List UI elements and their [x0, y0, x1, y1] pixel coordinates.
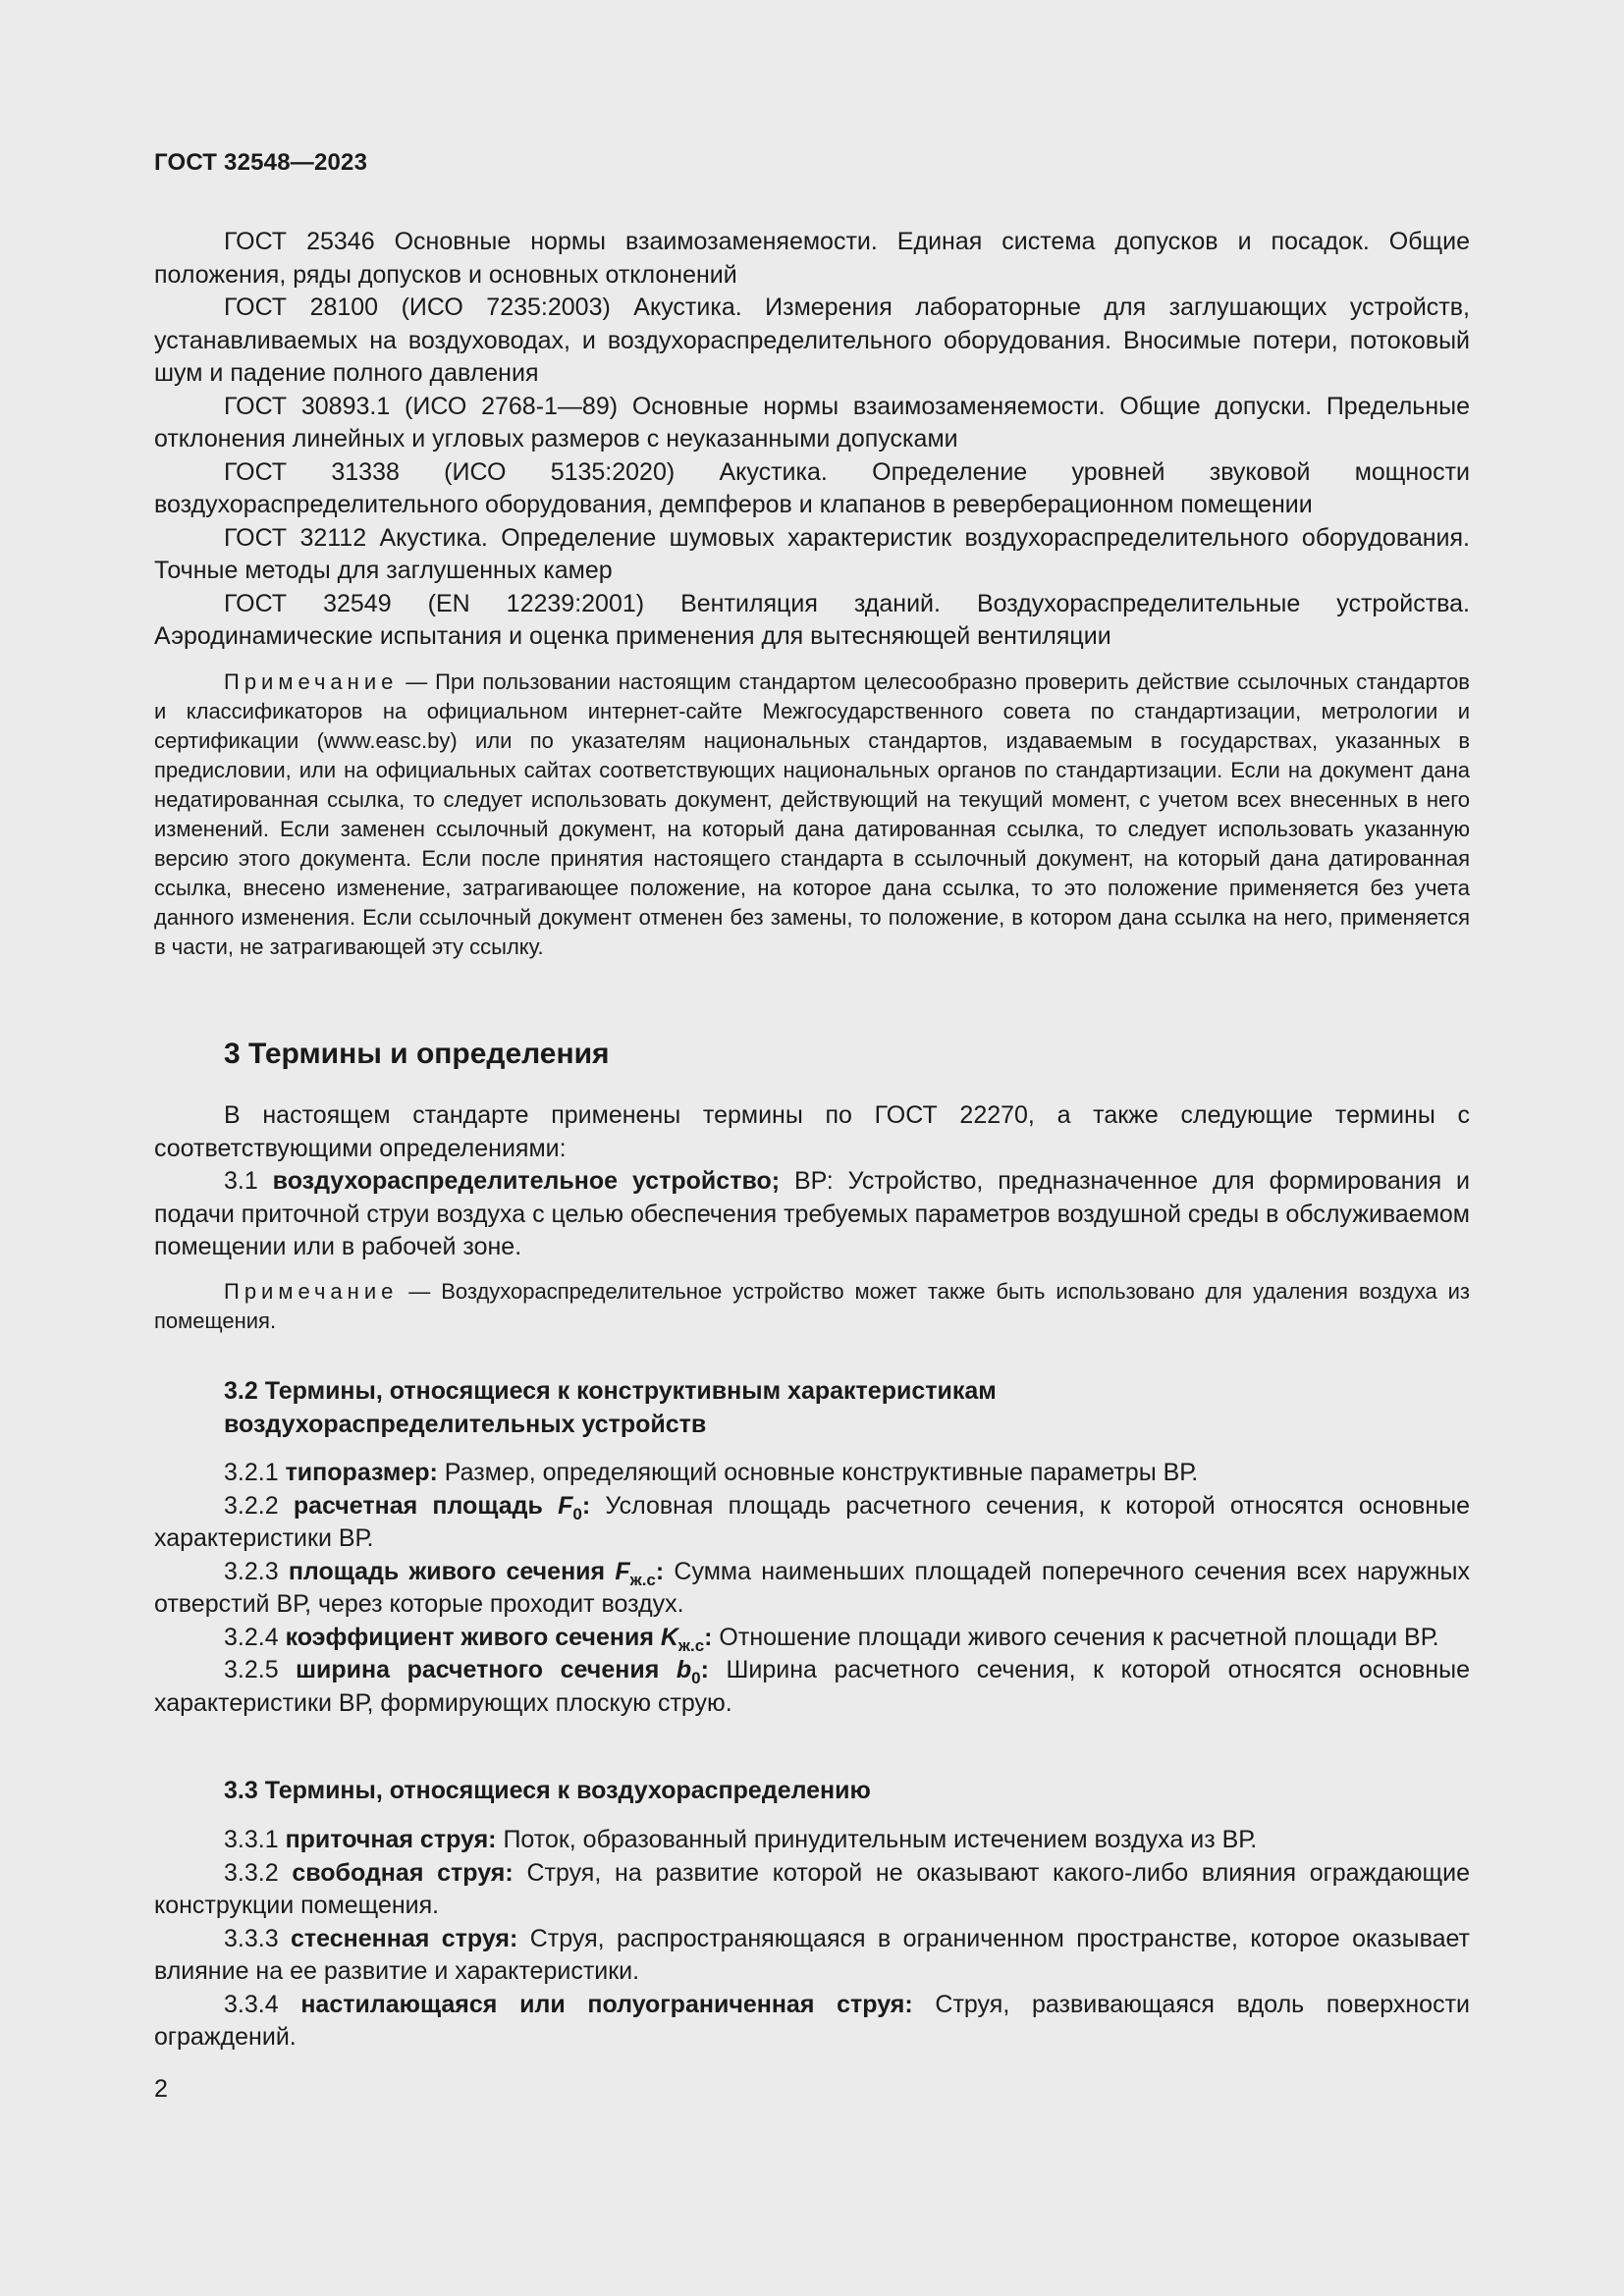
term-name: площадь живого сечения — [288, 1557, 616, 1585]
term-3-2-1: 3.2.1 типоразмер: Размер, определяющий основные конструктивные параметры ВР. — [224, 1459, 1199, 1486]
term-3-3-4: 3.3.4 настилающаяся или полуограниченная струя: Струя, развивающаяся вдоль поверхности ограждений. — [154, 1990, 1470, 2051]
term-definition: Условная площадь расчетного сечения, к которой относятся основные характеристики ВР. — [154, 1491, 1470, 1552]
section-heading: 3 Термины и определения — [224, 1038, 610, 1070]
terms-list-3-2 — [154, 1457, 1470, 1720]
term-3-2-3: 3.2.3 площадь живого сечения $F_{ж.с}$: Сумма наименьших площадей поперечного сечения всех наружных отверстий ВР, через которые проходит воздух. — [154, 1557, 1470, 1618]
term-definition: Сумма наименьших площадей поперечного сечения всех наружных отверстий ВР, через которые проходит воздух. — [154, 1557, 1470, 1618]
normative-references-list — [154, 226, 1470, 654]
term-name: приточная струя: — [285, 1826, 497, 1853]
page-number: 2 — [154, 2075, 168, 2103]
reference-item: ГОСТ 30893.1 (ИСО 2768-1—89) Основные нормы взаимозаменяемости. Общие допуски. Предельные отклонения линейных и угловых размеров с неуказанными допусками — [154, 392, 1470, 453]
term-name: стесненная струя: — [291, 1924, 518, 1952]
term-name: настилающаяся или полуограниченная струя: — [300, 1990, 913, 2018]
term-name: типоразмер: — [285, 1459, 438, 1486]
reference-item: ГОСТ 31338 (ИСО 5135:2020) Акустика. Определение уровней звуковой мощности воздухораспределительного оборудования, демпферов и клапанов в реверберационном помещении — [154, 457, 1470, 518]
term-definition: Струя, на развитие которой не оказывают какого-либо влияния ограждающие конструкции помещения. — [154, 1858, 1470, 1919]
term-3-3-2: 3.3.2 свободная струя: Струя, на развитие которой не оказывают какого-либо влияния ограждающие конструкции помещения. — [154, 1858, 1470, 1919]
term-3-1: 3.1 воздухораспределительное устройство; ВР: Устройство, предназначенное для формирования и подачи приточной струи воздуха с целью обеспечения требуемых параметров воздушной среды в обслуживаемом помещении или в рабочей зоне. — [154, 1167, 1470, 1260]
term-definition: ВР: Устройство, предназначенное для формирования и подачи приточной струи воздуха с целью обеспечения требуемых параметров воздушной среды в обслуживаемом помещении или в рабочей зоне. — [154, 1167, 1470, 1260]
term-name: ширина расчетного сечения — [296, 1656, 677, 1683]
reference-item: ГОСТ 28100 (ИСО 7235:2003) Акустика. Измерения лабораторные для заглушающих устройств, устанавливаемых на воздуховодах, и воздухораспределительного оборудования. Вносимые потери, потоковый шум и падение полного давления — [154, 294, 1470, 387]
term-definition: Струя, распространяющаяся в ограниченном пространстве, которое оказывает влияние на ее развитие и характеристики. — [154, 1924, 1470, 1985]
subsection-heading-3-3: 3.3 Термины, относящиеся к воздухораспределению — [224, 1777, 871, 1804]
term-3-2-2: 3.2.2 расчетная площадь $F_0$: Условная площадь расчетного сечения, к которой относятся основные характеристики ВР. — [154, 1491, 1470, 1552]
terms-list-3-3 — [154, 1824, 1470, 2055]
term-definition: Струя, развивающаяся вдоль поверхности ограждений. — [154, 1990, 1470, 2051]
term-definition: Ширина расчетного сечения, к которой относятся основные характеристики ВР, формирующих плоскую струю. — [154, 1656, 1470, 1717]
note-text: — Воздухораспределительное устройство может также быть использовано для удаления воздуха из помещения. — [154, 1279, 1470, 1333]
references-note — [154, 667, 1470, 962]
note-text: — При пользовании настоящим стандартом целесообразно проверить действие ссылочных стандартов и классификаторов на официальном интернет-сайте Межгосударственного совета по стандартизации, метрологии и сертификации (www.easc.by) или по указателям национальных стандартов, издаваемым в государствах, указанных в предисловии, или на официальных сайтах соответствующих национальных органов по стандартизации. Если на документ дана недатированная ссылка, то следует использовать документ, действующий на текущий момент, с учетом всех внесенных в него изменений. Если заменен ссылочный документ, на который дана датированная ссылка, то следует использовать указанную версию этого документа. Если после принятия настоящего стандарта в ссылочный документ, на который дана датированная ссылка, внесено изменение, затрагивающее положение, на которое дана ссылка, то это положение применяется без учета данного изменения. Если ссылочный документ отменен без замены, то положение, в котором дана ссылка на него, применяется в части, не затрагивающей эту ссылку. — [154, 669, 1470, 959]
note-label: Примечание — [224, 1279, 399, 1304]
term-definition: Отношение площади живого сечения к расчетной площади ВР. — [712, 1623, 1439, 1651]
term-name: воздухораспределительное устройство; — [272, 1167, 781, 1195]
document-header: ГОСТ 32548—2023 — [154, 149, 368, 176]
term-3-3-1: 3.3.1 приточная струя: Поток, образованный принудительным истечением воздуха из ВР. — [224, 1826, 1258, 1853]
term-name: расчетная площадь — [293, 1491, 559, 1520]
term-name: свободная струя: — [292, 1858, 514, 1887]
term-symbol: F — [615, 1557, 630, 1585]
term-3-2-4: 3.2.4 коэффициент живого сечения $K_{ж.с}$: Отношение площади живого сечения к расчетной площади ВР. — [224, 1623, 1439, 1655]
subsection-heading-3-2: 3.2 Термины, относящиеся к конструктивным характеристикам воздухораспределительных устройств — [224, 1377, 997, 1438]
note-label: Примечание — [224, 669, 399, 694]
term-3-2-5: 3.2.5 ширина расчетного сечения $b_0$: Ширина расчетного сечения, к которой относятся основные характеристики ВР, формирующих плоскую струю. — [154, 1656, 1470, 1717]
section-intro — [154, 1099, 1470, 1264]
reference-item: ГОСТ 25346 Основные нормы взаимозаменяемости. Единая система допусков и посадок. Общие положения, ряды допусков и основных отклонений — [154, 228, 1470, 289]
intro-paragraph: В настоящем стандарте применены термины по ГОСТ 22270, а также следующие термины с соответствующими определениями: — [154, 1101, 1470, 1162]
term-3-3-3: 3.3.3 стесненная струя: Струя, распространяющаяся в ограниченном пространстве, которое оказывает влияние на ее развитие и характеристики. — [154, 1924, 1470, 1985]
term-symbol: K — [660, 1623, 678, 1651]
term-definition: Размер, определяющий основные конструктивные параметры ВР. — [437, 1459, 1199, 1486]
term-note — [154, 1277, 1470, 1336]
term-name: коэффициент живого сечения — [285, 1623, 661, 1651]
term-definition: Поток, образованный принудительным истечением воздуха из ВР. — [496, 1826, 1258, 1853]
term-symbol: b — [676, 1656, 692, 1683]
term-symbol: F — [558, 1491, 573, 1520]
reference-item: ГОСТ 32549 (EN 12239:2001) Вентиляция зданий. Воздухораспределительные устройства. Аэродинамические испытания и оценка применения для вытесняющей вентиляции — [154, 589, 1470, 650]
reference-item: ГОСТ 32112 Акустика. Определение шумовых характеристик воздухораспределительного оборудования. Точные методы для заглушенных камер — [154, 523, 1470, 584]
